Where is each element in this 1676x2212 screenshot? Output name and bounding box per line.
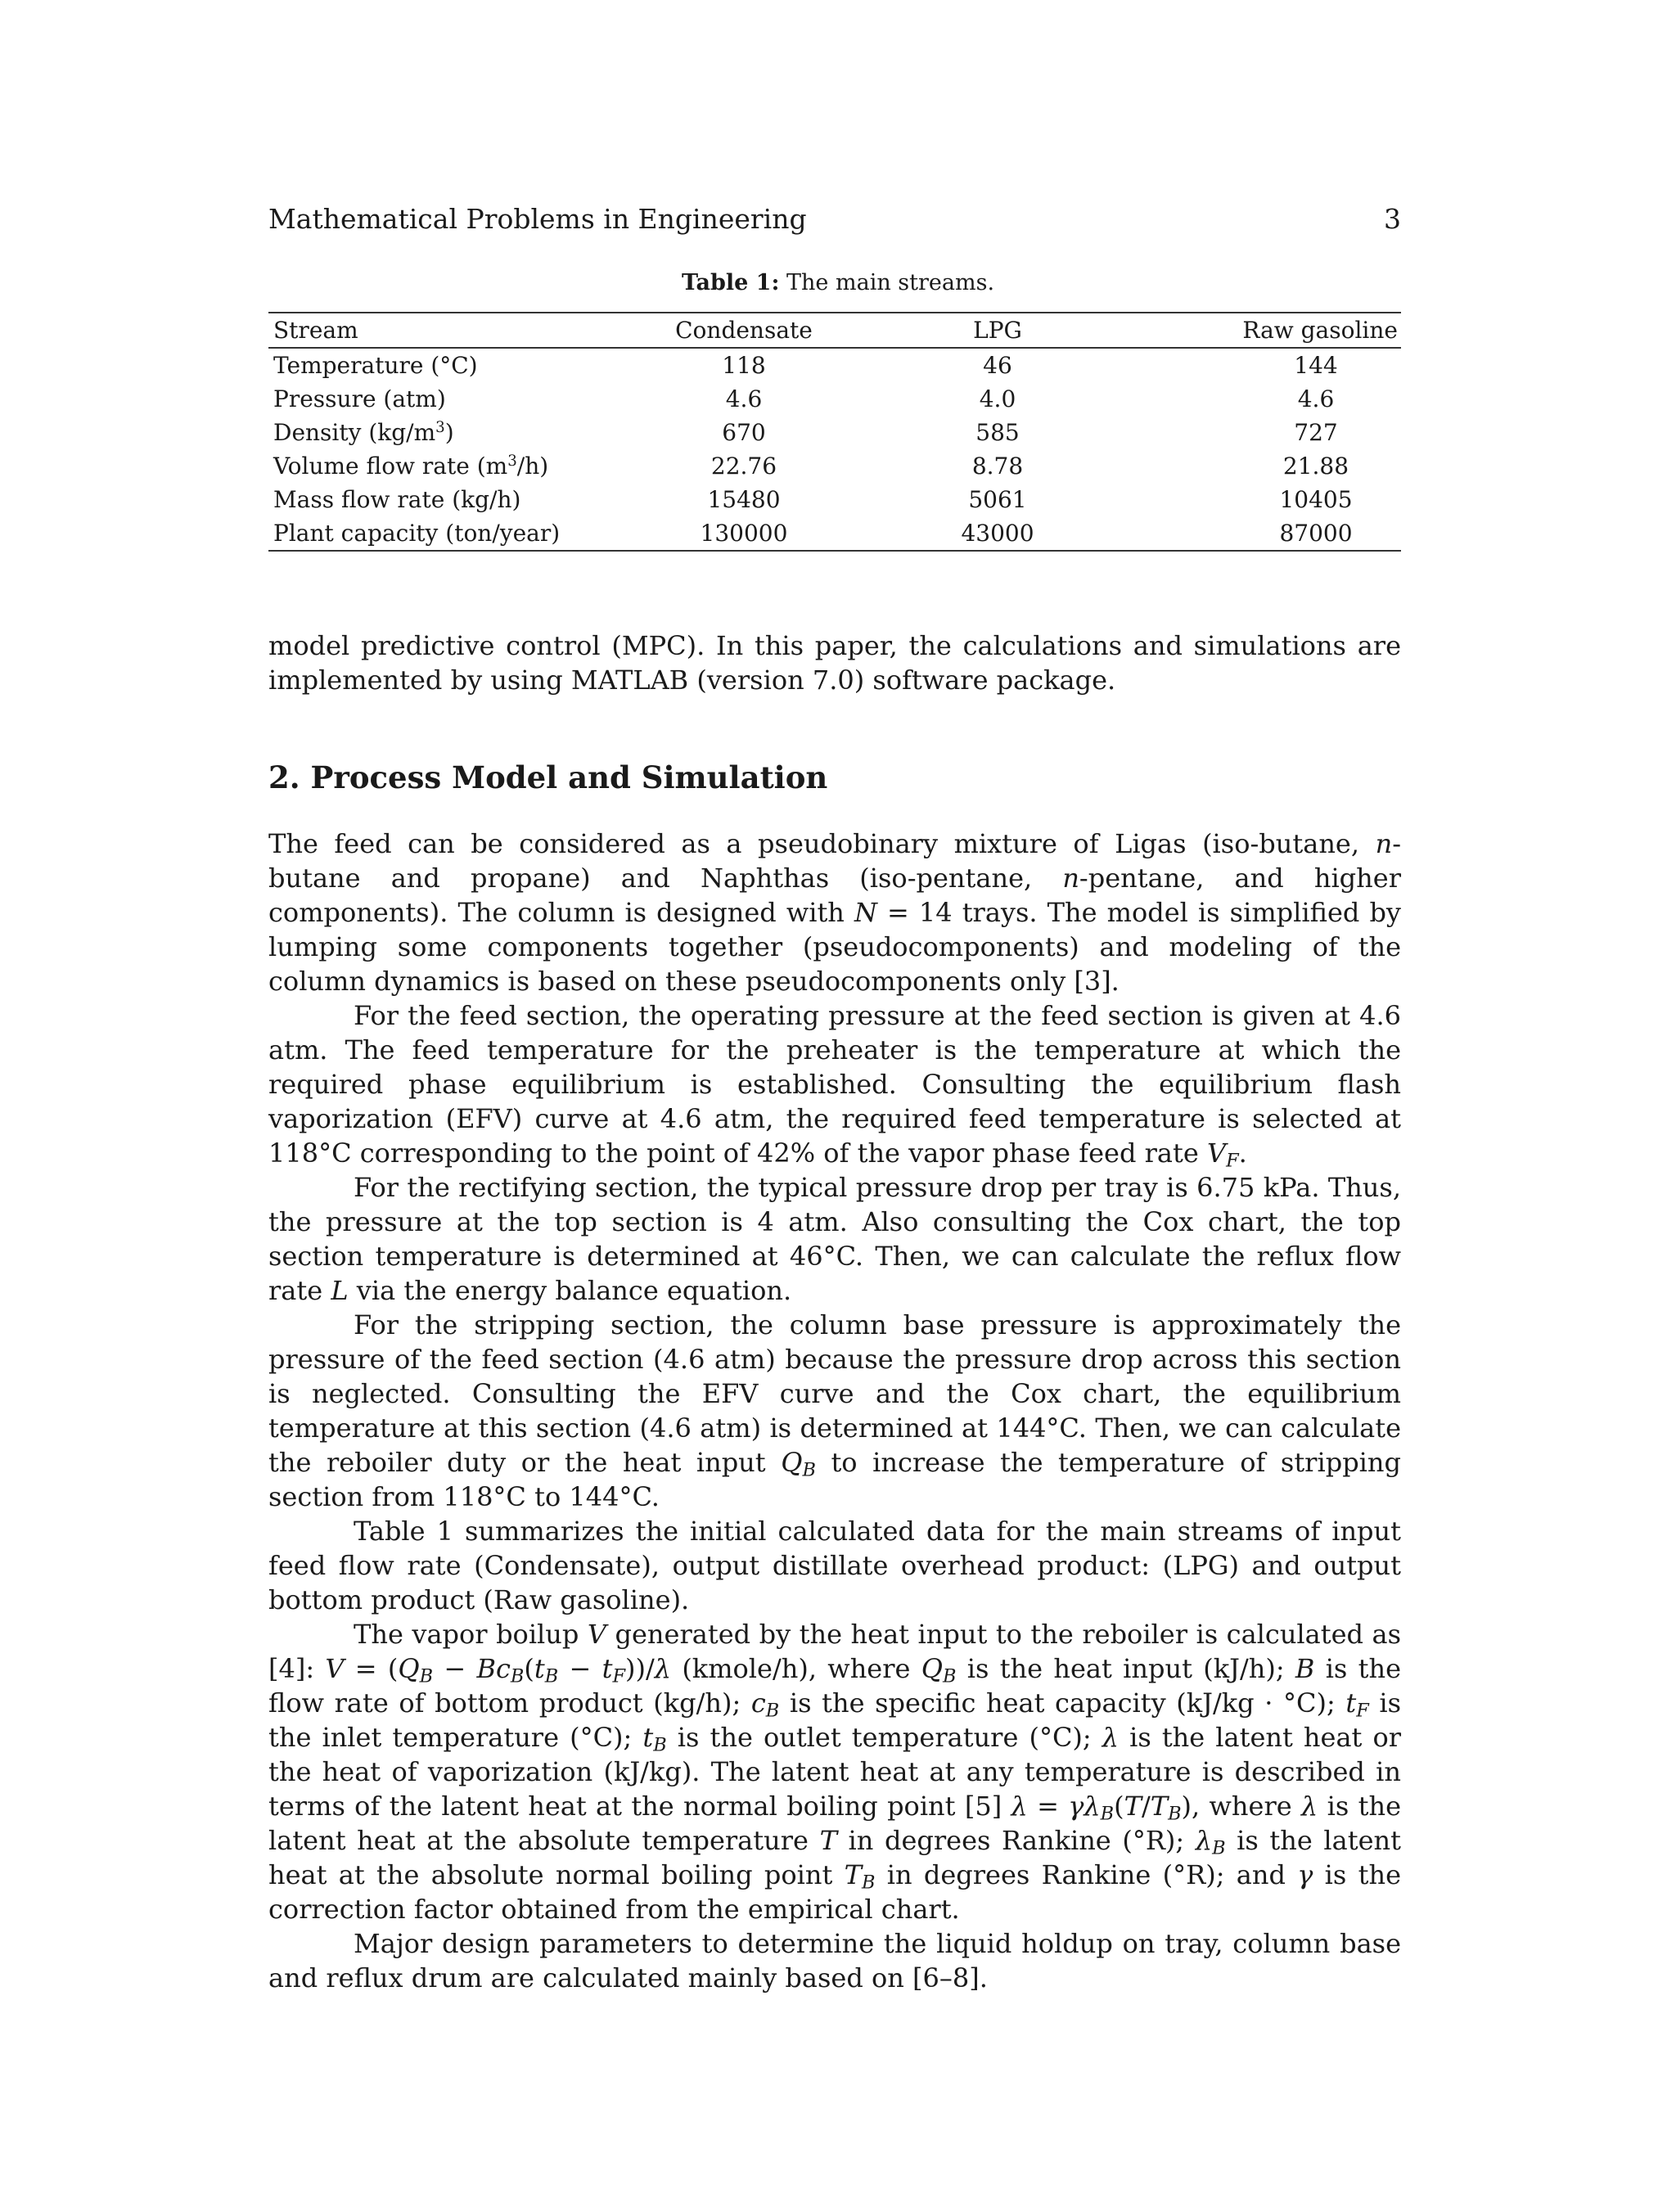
table-cell: 585 [975,419,1020,446]
table-cell: 87000 [1279,520,1353,547]
table-row [268,348,1401,382]
equation-vapor-boilup: $V = (Q_B - Bc_B(t_B - t_F))/\lambda$ [325,1653,672,1687]
table-cell: 130000 [700,520,788,547]
equation-latent-heat: $\lambda = \gamma\lambda_B(T/T_B)$ [1011,1791,1192,1825]
row-label: Volume flow rate $(m^3/h)$ [273,453,549,480]
table-cell: 4.6 [1297,385,1335,412]
paragraph-5: Table 1 summarizes the initial calculated data for the main streams of input feed flow rate (Condensate), output distillate overhead product: (LPG) and output bottom product (Raw gasoline). [268,1516,1401,1615]
column-header: Raw gasoline [1242,317,1398,344]
table-cell: 118 [722,352,766,379]
table-cell: 4.6 [725,385,763,412]
paragraph-7: Major design parameters to determine the liquid holdup on tray, column base and reflux drum are calculated mainly based on [6–8]. [268,1928,1401,1994]
paragraph-2: For the feed section, the operating pressure at the feed section is given at 4.6 atm. The feed temperature for the preheater is the temperature at which the required phase equilibrium is established. Consulting the equilibrium flash vaporization (EFV) curve at 4.6 atm, the required feed temperature is selected at 118°C corresponding to the point of 42% of the vapor phase feed rate $V_F$. [268,1000,1401,1172]
running-head [268,203,1401,235]
table-header-row [268,313,1401,348]
main-streams-table [268,312,1401,552]
table-cell: 43000 [961,520,1034,547]
table-row [268,382,1401,416]
row-label: Mass flow rate (kg/h) [273,486,521,513]
column-header: LPG [973,317,1022,344]
table-row [268,516,1401,551]
row-label: Density $(kg/m^3)$ [273,419,454,446]
intro-paragraph: model predictive control (MPC). In this paper, the calculations and simulations are implemented by using MATLAB (version 7.0) software package. [268,630,1401,696]
row-label: Temperature (°C) [273,352,478,379]
page-number: 3 [1384,203,1401,235]
table-cell: 727 [1294,419,1338,446]
table-cell: 670 [722,419,766,446]
paragraph-1: The feed can be considered as a pseudobinary mixture of Ligas (iso-butane, n-butane and propane) and Naphthas (iso-pentane, n-pentane, and higher components). The column is designed with N = 14 trays. The model is simplified by lumping some components together (pseudocomponents) and modeling of the column dynamics is based on these pseudocomponents only [3]. [268,828,1401,997]
table-caption-text: The main streams. [786,270,995,295]
table-caption [0,270,1676,295]
journal-title: Mathematical Problems in Engineering [268,203,807,235]
table-cell: 4.0 [979,385,1016,412]
paragraph-4: For the stripping section, the column base pressure is approximately the pressure of the feed section (4.6 atm) because the pressure drop across this section is neglected. Consulting the EFV curve and the Cox chart, the equilibrium temperature at this section (4.6 atm) is determined at 144°C. Then, we can calculate the reboiler duty or the heat input $Q_B$ to increase the temperature of stripping section from 118°C to 144°C. [268,1309,1402,1512]
table-cell: 15480 [707,486,781,513]
table-cell: 21.88 [1282,453,1349,480]
table-cell: 46 [983,352,1012,379]
table-cell: 8.78 [971,453,1024,480]
table-cell: 22.76 [710,453,777,480]
table-row [268,449,1401,483]
section-heading: 2. Process Model and Simulation [268,759,828,795]
paragraph-6: The vapor boilup V generated by the heat input to the reboiler is calculated as [4]: $V = (Q_B - Bc_B(t_B - t_F))/\lambda$ (kmole/h), where $Q_B$ is the heat input (kJ/h); B is the flow rate of bottom product (kg/h); $c_B$ is the specific heat capacity (kJ/kg · °C); $t_F$ is the inlet temperature (°C); $t_B$ is the outlet temperature (°C); λ is the latent heat or the heat of vaporization (kJ/kg). The latent heat at any temperature is described in terms of the latent heat at the normal boiling point [5] $\lambda = \gamma\lambda_B(T/T_B)$, where λ is the latent heat at the absolute temperature T in degrees Rankine (°R); $\lambda_B$ is the latent heat at the absolute normal boiling point $T_B$ in degrees Rankine (°R); and γ is the correction factor obtained from the empirical chart. [268,1619,1402,1925]
paragraph-3: For the rectifying section, the typical pressure drop per tray is 6.75 kPa. Thus, the pressure at the top section is 4 atm. Also consulting the Cox chart, the top section temperature is determined at 46°C. Then, we can calculate the reflux flow rate L via the energy balance equation. [268,1172,1401,1306]
table-cell: 10405 [1279,486,1353,513]
column-header: Stream [273,317,358,344]
table-cell: 5061 [968,486,1027,513]
table-cell: 144 [1294,352,1338,379]
row-label: Pressure (atm) [273,385,446,412]
row-label: Plant capacity (ton/year) [273,520,561,547]
table-row [268,483,1401,516]
table-row [268,416,1401,449]
section-body [268,827,1401,1995]
column-header: Condensate [675,317,813,344]
table-caption-label: Table 1: [681,270,780,295]
